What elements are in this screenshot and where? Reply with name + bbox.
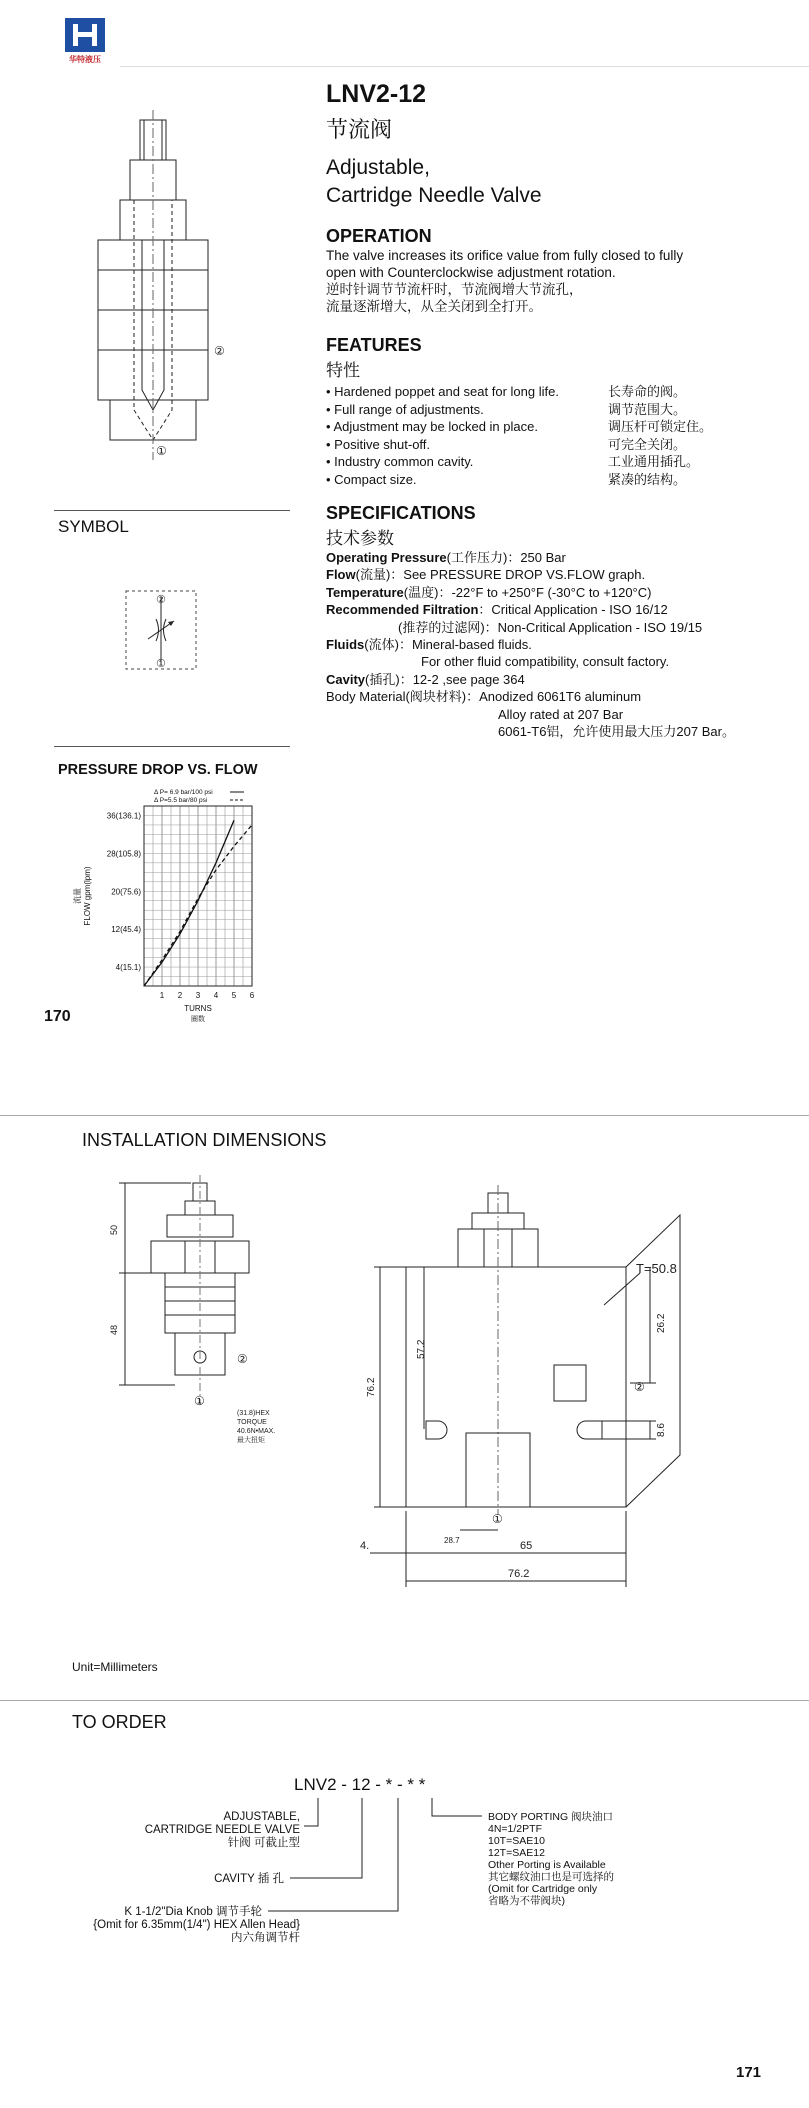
installation-label: INSTALLATION DIMENSIONS xyxy=(82,1130,327,1150)
symbol-label: SYMBOL xyxy=(58,517,129,536)
order-label: TO ORDER xyxy=(72,1712,167,1732)
model-name-en xyxy=(326,154,542,210)
order-leader-lines xyxy=(268,1798,482,1911)
hex-torque-note xyxy=(237,1410,275,1444)
model-name-en-line2: Cartridge Needle Valve xyxy=(326,184,542,207)
svg-text:TORQUE: TORQUE xyxy=(237,1419,267,1426)
block-port-2: ② xyxy=(634,1380,645,1394)
svg-text:最大扭矩: 最大扭矩 xyxy=(237,1437,265,1444)
chart-x-tick: 6 xyxy=(249,991,255,1000)
order-porting-line: 12T=SAE12 xyxy=(488,1847,545,1859)
dim-28-7: 28.7 xyxy=(444,1536,460,1545)
chart-y-tick: 36(136.1) xyxy=(106,811,141,821)
logo-text: 华特液压 xyxy=(69,55,101,64)
dim-height-57-2: 57.2 xyxy=(416,1339,427,1359)
operation-section xyxy=(326,226,766,315)
mounting-slot-right xyxy=(577,1421,602,1439)
top-rule xyxy=(120,66,809,67)
features-heading-cn: 特性 xyxy=(326,361,360,380)
spec-flow: Flow(流量)：See PRESSURE DROP VS.FLOW graph. xyxy=(326,567,646,583)
specifications-section xyxy=(326,503,796,740)
order-label-cn: 针阀 可截止型 xyxy=(227,1837,300,1849)
spec-body-material-3: 6061-T6铝，允许使用最大压力207 Bar。 xyxy=(498,724,735,740)
operation-line: 流量逐渐增大，从全关闭到全打开。 xyxy=(326,299,542,314)
order-porting-line: (Omit for Cartridge only xyxy=(488,1883,598,1895)
features-heading: FEATURES xyxy=(326,335,422,355)
order-label-cavity: CAVITY 插 孔 xyxy=(214,1873,284,1885)
order-rule xyxy=(0,1700,809,1701)
symbol-rule xyxy=(54,510,290,511)
symbol-arrowhead xyxy=(168,621,174,626)
logo-mark xyxy=(65,18,105,52)
specifications-heading: SPECIFICATIONS xyxy=(326,503,476,523)
page-number-right: 171 xyxy=(736,2064,762,2081)
order-porting-line: 10T=SAE10 xyxy=(488,1835,545,1847)
order-left-labels xyxy=(93,1811,300,1944)
chart-x-label: TURNS xyxy=(184,1004,212,1013)
block-port-1: ① xyxy=(492,1512,503,1526)
unit-label: Unit=Millimeters xyxy=(72,1660,158,1674)
order-porting-line: Other Porting is Available xyxy=(488,1859,606,1871)
feature-item: • Industry common cavity. 工业通用插孔。 xyxy=(326,453,796,471)
symbol-restriction-left xyxy=(156,619,159,641)
operation-heading: OPERATION xyxy=(326,226,432,246)
order-porting-line: 其它螺纹油口也是可选择的 xyxy=(488,1871,614,1883)
installation-rule xyxy=(0,1115,809,1116)
pressure-drop-chart xyxy=(70,788,290,1033)
operation-line: open with Counterclockwise adjustment rotation. xyxy=(326,265,616,280)
side-port-2 xyxy=(554,1365,586,1401)
chart-x-tick: 5 xyxy=(231,991,237,1000)
thickness-leader xyxy=(604,1273,640,1305)
order-label-adjustable: ADJUSTABLE, xyxy=(223,1811,300,1823)
chart-x-tick: 3 xyxy=(195,991,201,1000)
order-porting-line: 省略为不带阀块) xyxy=(488,1895,565,1907)
dim-width-65: 65 xyxy=(520,1540,533,1552)
block-dimension-drawing xyxy=(340,1185,720,1625)
company-logo xyxy=(62,18,108,66)
page-number-left: 170 xyxy=(44,1008,71,1025)
pressure-drop-label: PRESSURE DROP VS. FLOW xyxy=(58,762,258,778)
symbol-diagram xyxy=(120,585,210,675)
dim-height-76-2: 76.2 xyxy=(366,1377,377,1397)
features-list xyxy=(326,383,796,488)
feature-item: • Hardened poppet and seat for long life. 长寿命的阀。 xyxy=(326,383,796,401)
operation-text xyxy=(326,247,766,315)
operation-line: 逆时针调节节流杆时，节流阀增大节流孔， xyxy=(326,282,583,297)
chart-y-tick: 20(75.6) xyxy=(111,887,141,897)
symbol-restriction-right xyxy=(164,619,167,641)
order-label-allen: 内六角调节杆 xyxy=(231,1932,300,1944)
spec-body-material: Body Material(阀块材料)：Anodized 6061T6 aluminum xyxy=(326,689,642,705)
order-label-knob: K 1-1/2"Dia Knob 调节手轮 xyxy=(124,1906,262,1918)
dim-slot-8-6: 8.6 xyxy=(656,1423,667,1437)
chart-legend-entry: Δ P=5.5 bar/80 psi xyxy=(154,797,208,804)
operation-line: The valve increases its orifice value from fully closed to fully xyxy=(326,248,684,263)
chart-legend-entry: Δ P= 6.9 bar/100 psi xyxy=(154,789,213,796)
model-title: LNV2-12 xyxy=(326,80,427,108)
order-porting-line: BODY PORTING 阀块油口 xyxy=(488,1811,614,1823)
order-label-cartridge: CARTRIDGE NEEDLE VALVE xyxy=(144,1824,300,1836)
symbol-port-1: ① xyxy=(156,658,166,670)
manifold-block xyxy=(406,1267,626,1507)
spec-temperature: Temperature(温度)：-22°F to +250°F (-30°C to +120°C) xyxy=(326,584,652,600)
spec-pressure: Operating Pressure(工作压力)：250 Bar xyxy=(326,550,566,565)
spec-fluids: Fluids(流体)：Mineral-based fluids. xyxy=(326,637,532,653)
chart-y-label: FLOW gpm(lpm) xyxy=(83,866,92,926)
spec-filtration: Recommended Filtration：Critical Application - ISO 16/12 xyxy=(326,602,668,618)
feature-item: • Full range of adjustments. 调节范围大。 xyxy=(326,401,796,419)
block-thickness: T=50.8 xyxy=(636,1261,677,1276)
feature-item: • Compact size. 紧凑的结构。 xyxy=(326,471,796,489)
features-section xyxy=(326,335,796,488)
spec-fluids-2: For other fluid compatibility, consult factory. xyxy=(421,654,670,670)
model-name-en-line1: Adjustable, xyxy=(326,156,430,179)
pressure-drop-rule xyxy=(54,746,290,747)
order-label-omit: {Omit for 6.35mm(1/4") HEX Allen Head} xyxy=(93,1919,300,1931)
spec-body-material-2: Alloy rated at 207 Bar xyxy=(498,706,624,722)
dim-port-26-2: 26.2 xyxy=(656,1313,667,1333)
drawing-port-2: ② xyxy=(214,344,225,358)
dim-offset-4: 4. xyxy=(360,1540,370,1552)
dim-cartridge-bottom: 48 xyxy=(109,1324,119,1335)
cartridge-port-2: ② xyxy=(237,1352,248,1366)
chart-x-label-cn: 圈数 xyxy=(191,1016,205,1023)
symbol-port-2: ② xyxy=(156,594,166,606)
cartridge-section-drawing xyxy=(90,110,280,470)
feature-item: • Adjustment may be locked in place. 调压杆可锁定住。 xyxy=(326,418,796,436)
chart-y-label-cn: 流量 xyxy=(73,888,82,904)
spec-filtration-2: (推荐的过滤网)：Non-Critical Application - ISO 19/15 xyxy=(398,619,703,635)
dim-cartridge-top: 50 xyxy=(109,1224,119,1235)
chart-y-tick: 12(45.4) xyxy=(111,925,141,935)
manifold-block-side xyxy=(626,1215,680,1507)
order-code-diagram xyxy=(0,1760,809,1980)
chart-x-tick: 1 xyxy=(159,991,165,1000)
chart-x-tick: 2 xyxy=(177,991,183,1000)
mounting-slot-left xyxy=(426,1421,447,1439)
svg-text:(31.8)HEX: (31.8)HEX xyxy=(237,1410,270,1417)
dim-width-76-2: 76.2 xyxy=(508,1568,530,1580)
chart-y-tick: 28(105.8) xyxy=(106,849,141,859)
svg-text:40.6N•MAX.: 40.6N•MAX. xyxy=(237,1428,276,1435)
chart-y-tick: 4(15.1) xyxy=(115,963,141,973)
specifications-heading-cn: 技术参数 xyxy=(326,529,394,548)
drawing-port-1: ① xyxy=(156,444,167,458)
cartridge-dimension-drawing xyxy=(105,1175,345,1555)
cartridge-port-1: ① xyxy=(194,1394,205,1408)
order-porting-line: 4N=1/2PTF xyxy=(488,1823,542,1835)
order-right-labels xyxy=(488,1810,614,1907)
model-name-cn: 节流阀 xyxy=(326,117,393,142)
order-code: LNV2 - 12 - * - * * xyxy=(294,1775,426,1794)
feature-item: • Positive shut-off. 可完全关闭。 xyxy=(326,436,796,454)
chart-x-tick: 4 xyxy=(213,991,219,1000)
spec-cavity: Cavity(插孔)：12-2 ,see page 364 xyxy=(326,671,525,687)
